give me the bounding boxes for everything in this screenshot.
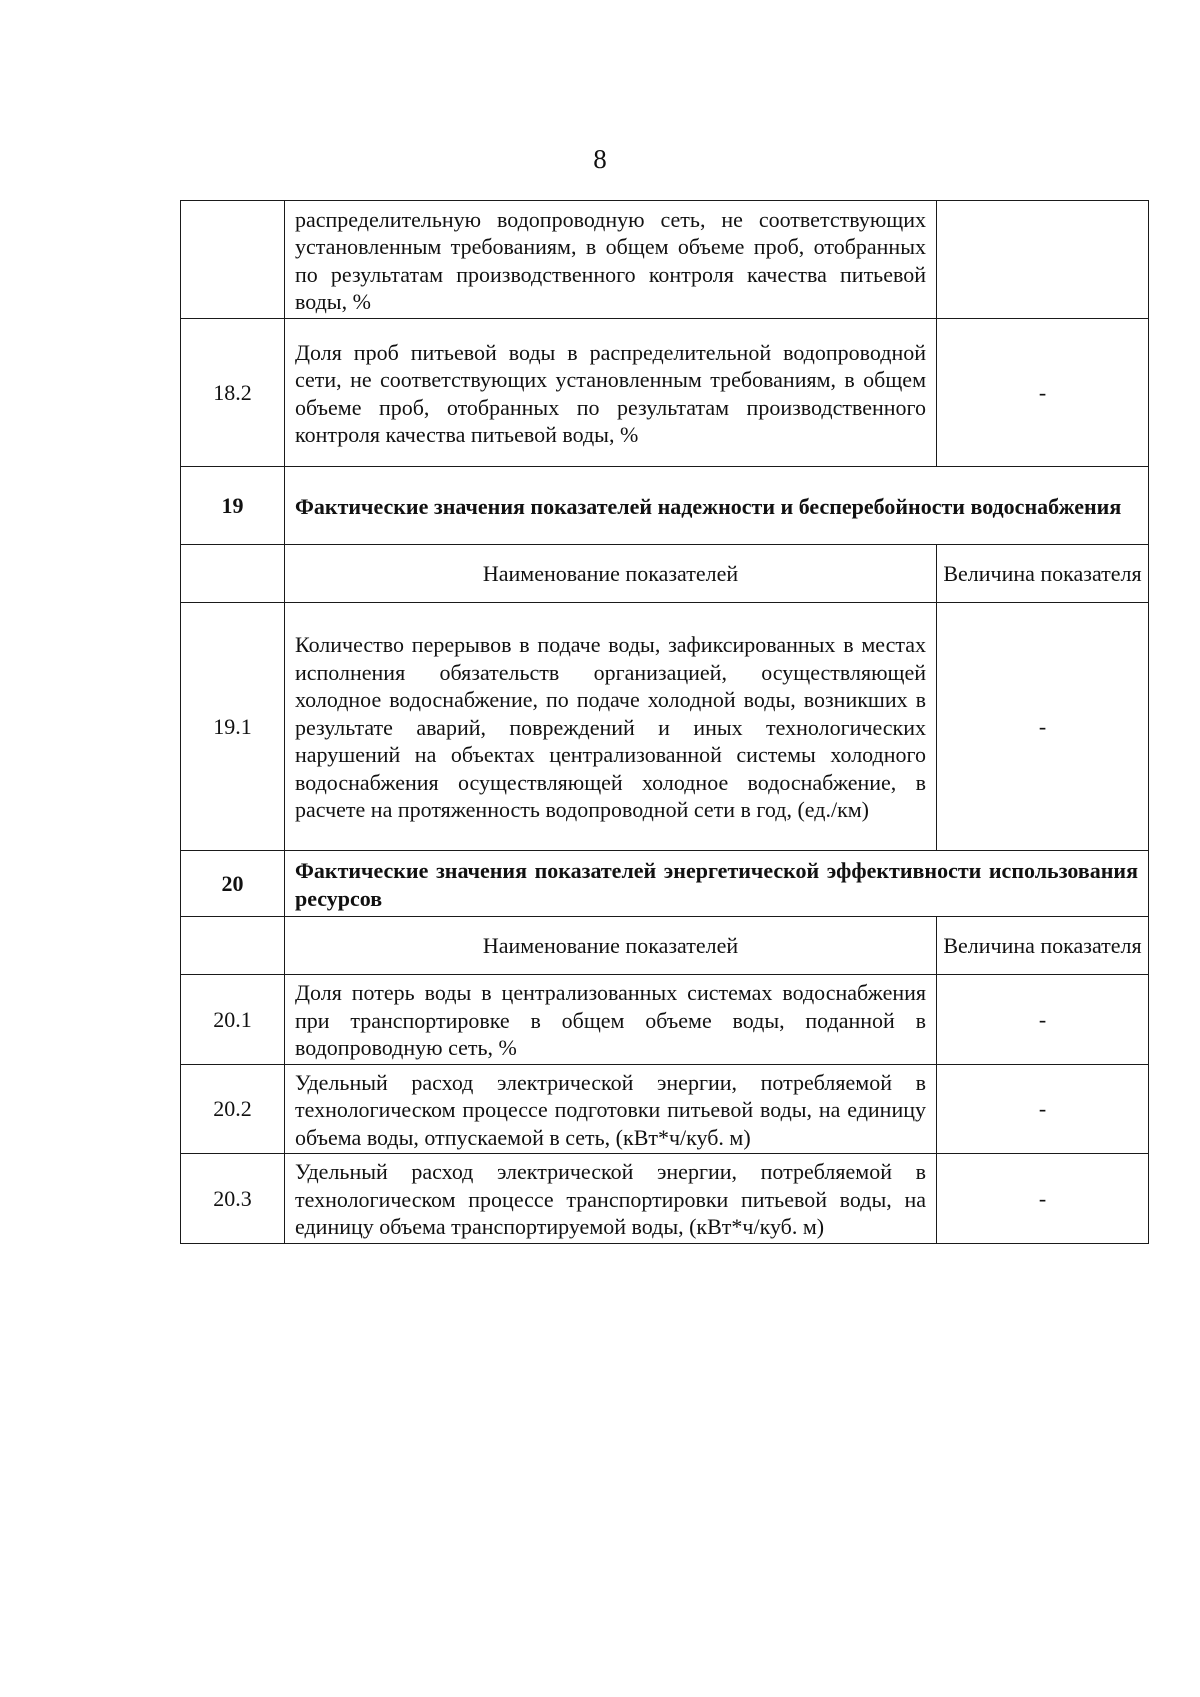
header-number-cell bbox=[181, 917, 285, 975]
indicator-text: Количество перерывов в подаче воды, зафиксированных в местах исполнения обязательств организацией, осуществляющей холодное водоснабжение, по подаче холодной воды, возникших в результате аварий, повреждений и иных технологических нарушений на объектах централизованной системы холодного водоснабжения осуществляющей холодное водоснабжение, в расчете на протяженность водопроводной сети в год, (ед./км) bbox=[285, 603, 937, 851]
indicator-value: - bbox=[937, 1064, 1149, 1154]
indicator-value: - bbox=[937, 1154, 1149, 1244]
indicator-text: Доля проб питьевой воды в распределительной водопроводной сети, не соответствующих установленным требованиям, в общем объеме проб, отобранных по результатам производственного контроля качества питьевой воды, % bbox=[285, 319, 937, 467]
table-row-19-1 bbox=[181, 603, 1149, 851]
row-number: 20.3 bbox=[181, 1154, 285, 1244]
page-number: 8 bbox=[593, 144, 607, 174]
section-title: Фактические значения показателей энергетической эффективности использования ресурсов bbox=[285, 851, 1149, 917]
section-number: 19 bbox=[181, 467, 285, 545]
row-number: 20.2 bbox=[181, 1064, 285, 1154]
row-number: 20.1 bbox=[181, 975, 285, 1065]
header-row-20 bbox=[181, 917, 1149, 975]
row-number bbox=[181, 201, 285, 319]
column-header-value: Величина показателя bbox=[937, 917, 1149, 975]
section-title: Фактические значения показателей надежности и бесперебойности водоснабжения bbox=[285, 467, 1149, 545]
table-row-20-1 bbox=[181, 975, 1149, 1065]
indicator-text: распределительную водопроводную сеть, не соответствующих установленным требованиям, в общем объеме проб, отобранных по результатам производственного контроля качества питьевой воды, % bbox=[285, 201, 937, 319]
section-row-19 bbox=[181, 467, 1149, 545]
indicator-value: - bbox=[937, 603, 1149, 851]
indicators-table bbox=[180, 200, 1149, 1244]
section-row-20 bbox=[181, 851, 1149, 917]
header-row-19 bbox=[181, 545, 1149, 603]
table-row-20-2 bbox=[181, 1064, 1149, 1154]
header-number-cell bbox=[181, 545, 285, 603]
row-number: 18.2 bbox=[181, 319, 285, 467]
indicator-text: Удельный расход электрической энергии, потребляемой в технологическом процессе подготовки питьевой воды, на единицу объема воды, отпускаемой в сеть, (кВт*ч/куб. м) bbox=[285, 1064, 937, 1154]
indicator-value bbox=[937, 201, 1149, 319]
row-number: 19.1 bbox=[181, 603, 285, 851]
table-row-20-3 bbox=[181, 1154, 1149, 1244]
indicator-text: Доля потерь воды в централизованных системах водоснабжения при транспортировке в общем объеме воды, поданной в водопроводную сеть, % bbox=[285, 975, 937, 1065]
indicator-value: - bbox=[937, 319, 1149, 467]
column-header-name: Наименование показателей bbox=[285, 917, 937, 975]
table-row-18-2 bbox=[181, 319, 1149, 467]
indicator-text: Удельный расход электрической энергии, потребляемой в технологическом процессе транспортировки питьевой воды, на единицу объема транспортируемой воды, (кВт*ч/куб. м) bbox=[285, 1154, 937, 1244]
indicator-value: - bbox=[937, 975, 1149, 1065]
column-header-value: Величина показателя bbox=[937, 545, 1149, 603]
column-header-name: Наименование показателей bbox=[285, 545, 937, 603]
section-number: 20 bbox=[181, 851, 285, 917]
table-row-continuation bbox=[181, 201, 1149, 319]
